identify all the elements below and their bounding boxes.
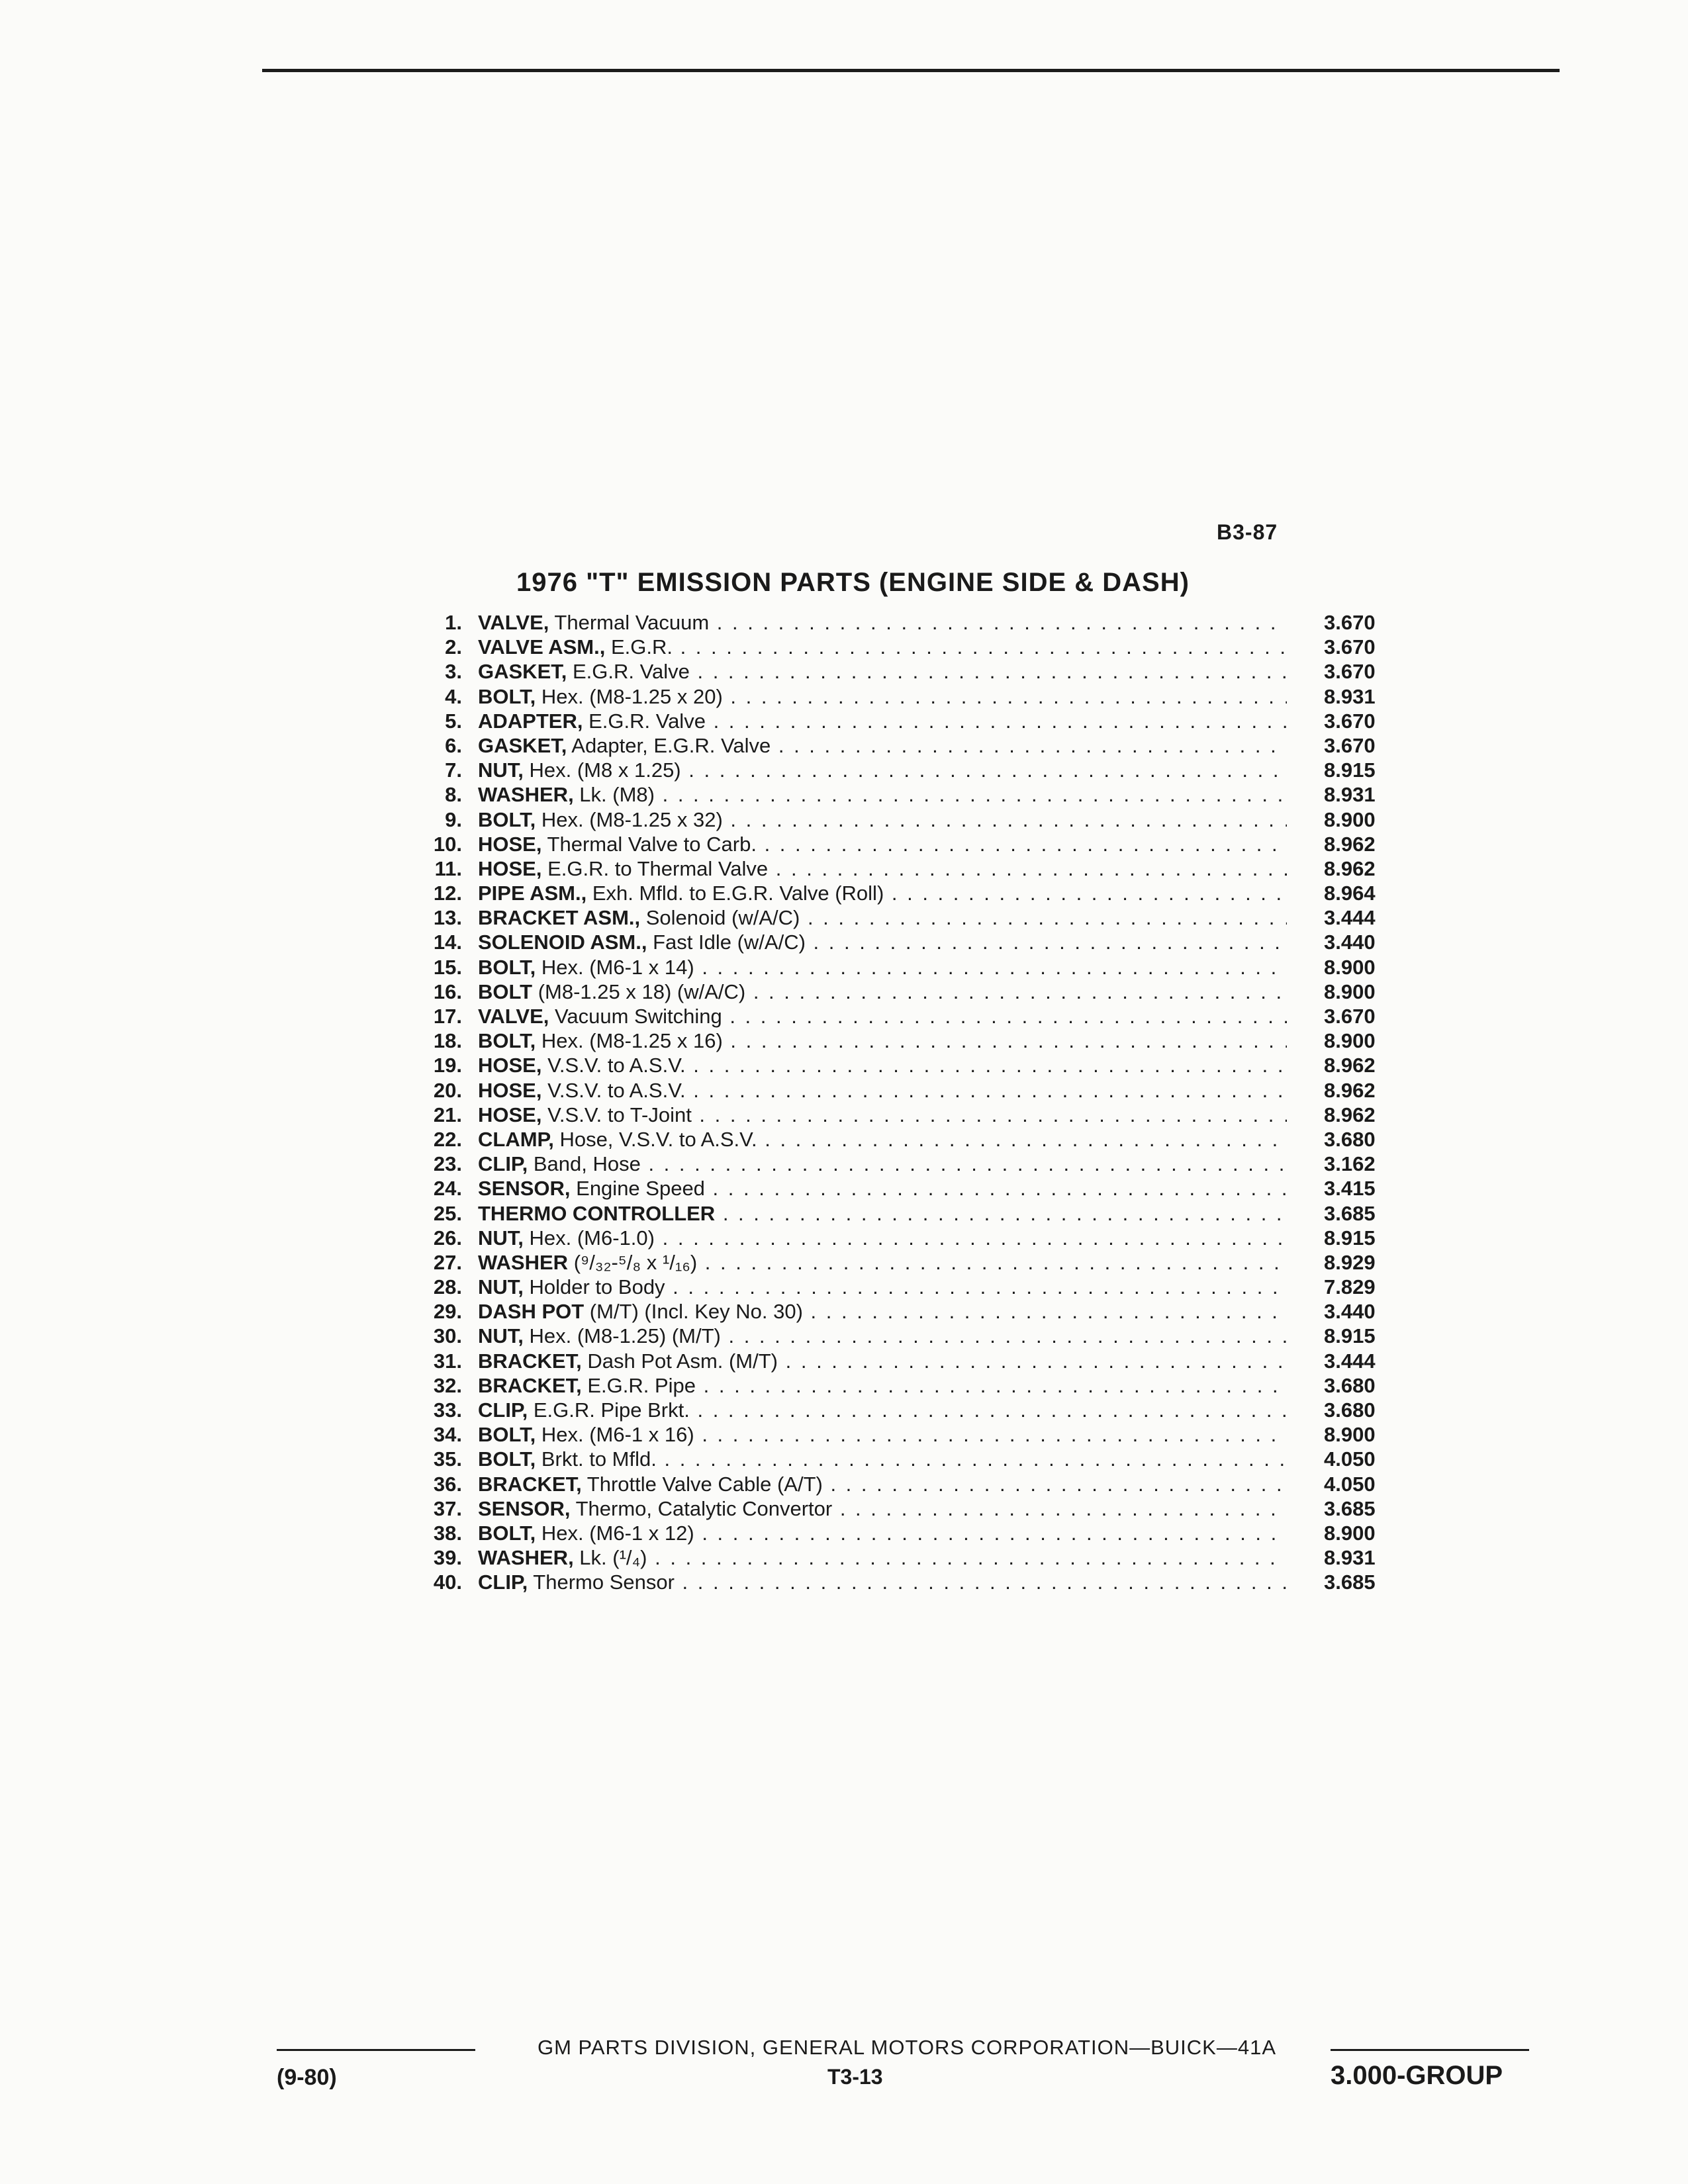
item-number: 2. <box>445 635 462 659</box>
list-item <box>410 635 1417 659</box>
item-number: 4. <box>445 684 462 708</box>
list-item <box>410 1152 1417 1176</box>
item-detail: Throttle Valve Cable (A/T) <box>581 1472 823 1496</box>
list-item <box>410 1176 1417 1201</box>
item-detail: V.S.V. to T-Joint <box>541 1103 692 1126</box>
page-title: 1976 "T" EMISSION PARTS (ENGINE SIDE & DASH) <box>516 568 1190 597</box>
item-group-number: 8.915 <box>1324 1324 1376 1348</box>
item-number: 13. <box>433 906 462 930</box>
item-number: 18. <box>433 1029 462 1053</box>
item-group-number: 3.685 <box>1324 1201 1376 1225</box>
item-group-number: 8.915 <box>1324 1226 1376 1250</box>
item-description <box>478 1422 1287 1447</box>
item-description <box>478 1570 1287 1594</box>
item-name: WASHER, <box>478 783 574 807</box>
item-group-number: 8.962 <box>1324 1078 1376 1102</box>
item-name: BOLT, <box>478 1423 536 1447</box>
list-item <box>410 930 1417 954</box>
item-number: 29. <box>433 1300 462 1324</box>
item-group-number: 8.964 <box>1324 882 1376 905</box>
item-description <box>478 709 1287 733</box>
item-description <box>478 856 1287 881</box>
item-number: 7. <box>445 758 462 782</box>
list-item <box>410 1078 1417 1103</box>
item-description <box>478 979 1287 1004</box>
item-group-number: 3.680 <box>1324 1398 1376 1422</box>
item-group-number: 3.670 <box>1324 733 1376 757</box>
item-number: 40. <box>433 1570 462 1594</box>
list-item <box>410 856 1417 881</box>
item-description <box>478 930 1287 954</box>
item-number: 23. <box>433 1152 462 1176</box>
list-item <box>410 1349 1417 1373</box>
list-item <box>410 1299 1417 1324</box>
item-number: 28. <box>433 1275 462 1299</box>
item-description <box>478 1299 1287 1324</box>
list-item <box>410 1447 1417 1471</box>
item-name: BOLT, <box>478 684 536 708</box>
item-group-number: 3.680 <box>1324 1127 1376 1151</box>
item-detail: Holder to Body <box>523 1275 665 1299</box>
item-description <box>478 684 1287 709</box>
list-item <box>410 610 1417 635</box>
list-item <box>410 1004 1417 1028</box>
item-detail: Hose, V.S.V. to A.S.V. <box>553 1127 757 1151</box>
item-name: VALVE, <box>478 611 549 634</box>
item-group-number: 8.900 <box>1324 1423 1376 1447</box>
item-name: BOLT, <box>478 1029 536 1053</box>
list-item <box>410 832 1417 856</box>
item-detail: Hex. (M6-1 x 16) <box>536 1423 694 1447</box>
item-name: HOSE, <box>478 856 542 880</box>
list-item <box>410 1250 1417 1275</box>
item-name: CLIP, <box>478 1152 528 1176</box>
item-detail: Hex. (M6-1 x 14) <box>536 955 694 979</box>
item-detail: E.G.R. to Thermal Valve <box>541 856 769 880</box>
item-number: 16. <box>433 979 462 1003</box>
item-number: 14. <box>433 931 462 954</box>
item-name: CLIP, <box>478 1398 528 1422</box>
item-group-number: 8.929 <box>1324 1250 1376 1274</box>
item-detail: Hex. (M8-1.25 x 20) <box>536 684 723 708</box>
list-item <box>410 1324 1417 1348</box>
item-name: NUT, <box>478 758 524 782</box>
item-detail: Fast Idle (w/A/C) <box>647 931 806 954</box>
item-group-number: 8.962 <box>1324 1054 1376 1077</box>
list-item <box>410 1570 1417 1594</box>
item-detail: V.S.V. to A.S.V. <box>541 1078 686 1102</box>
list-item <box>410 709 1417 733</box>
item-number: 34. <box>433 1423 462 1447</box>
item-description <box>478 1349 1287 1373</box>
item-number: 27. <box>433 1250 462 1274</box>
item-name: BOLT, <box>478 807 536 831</box>
list-item <box>410 1545 1417 1570</box>
item-name: NUT, <box>478 1275 524 1299</box>
item-number: 22. <box>433 1127 462 1151</box>
item-detail: Thermo Sensor <box>528 1570 675 1594</box>
item-detail: Lk. (¹/₄) <box>573 1546 647 1570</box>
item-number: 35. <box>433 1447 462 1471</box>
item-detail: Hex. (M6-1.0) <box>523 1226 655 1250</box>
item-name: BOLT <box>478 979 533 1003</box>
parts-list <box>410 610 1417 1595</box>
footer-publisher: GM PARTS DIVISION, GENERAL MOTORS CORPORATION—BUICK—41A <box>537 2036 1277 2059</box>
list-item <box>410 881 1417 905</box>
item-description <box>478 1545 1287 1570</box>
item-group-number: 8.900 <box>1324 1521 1376 1545</box>
list-item <box>410 1472 1417 1496</box>
item-group-number: 3.415 <box>1324 1177 1376 1201</box>
item-name: SENSOR, <box>478 1496 571 1520</box>
item-description <box>478 1053 1287 1077</box>
list-item <box>410 782 1417 807</box>
item-number: 17. <box>433 1005 462 1028</box>
list-item <box>410 733 1417 758</box>
item-number: 10. <box>433 832 462 856</box>
item-detail: (M/T) (Incl. Key No. 30) <box>584 1300 803 1324</box>
item-description <box>478 832 1287 856</box>
item-group-number: 7.829 <box>1324 1275 1376 1299</box>
item-name: PIPE ASM., <box>478 882 587 905</box>
list-item <box>410 1103 1417 1127</box>
item-number: 37. <box>433 1496 462 1520</box>
item-name: NUT, <box>478 1324 524 1348</box>
footer-rule-right <box>1331 2049 1529 2051</box>
item-name: BRACKET, <box>478 1472 582 1496</box>
item-group-number: 8.915 <box>1324 758 1376 782</box>
item-description <box>478 1398 1287 1422</box>
item-detail: (⁹/₃₂-⁵/₈ x ¹/₁₆) <box>568 1250 698 1274</box>
item-number: 19. <box>433 1054 462 1077</box>
item-group-number: 3.685 <box>1324 1496 1376 1520</box>
item-name: VALVE, <box>478 1005 549 1028</box>
item-group-number: 8.900 <box>1324 955 1376 979</box>
top-rule <box>262 69 1560 72</box>
item-name: HOSE, <box>478 1054 542 1077</box>
item-detail: E.G.R. <box>605 635 673 659</box>
page-reference: B3-87 <box>1217 520 1278 544</box>
item-description <box>478 659 1287 684</box>
item-detail: E.G.R. Valve <box>583 709 706 733</box>
item-detail: Adapter, E.G.R. Valve <box>567 733 771 757</box>
item-group-number: 3.670 <box>1324 635 1376 659</box>
item-detail: (M8-1.25 x 18) (w/A/C) <box>532 979 746 1003</box>
item-description <box>478 1250 1287 1275</box>
footer-date: (9-80) <box>277 2065 337 2090</box>
item-number: 21. <box>433 1103 462 1126</box>
item-detail: Hex. (M6-1 x 12) <box>536 1521 694 1545</box>
item-number: 15. <box>433 955 462 979</box>
item-name: GASKET, <box>478 660 567 684</box>
item-name: SENSOR, <box>478 1177 571 1201</box>
item-group-number: 4.050 <box>1324 1472 1376 1496</box>
item-detail: Thermal Vacuum <box>549 611 710 634</box>
footer-group: 3.000-GROUP <box>1331 2061 1503 2090</box>
item-group-number: 3.670 <box>1324 709 1376 733</box>
item-name: HOSE, <box>478 832 542 856</box>
item-detail: Thermal Valve to Carb. <box>541 832 757 856</box>
item-description <box>478 1447 1287 1471</box>
item-description <box>478 610 1287 635</box>
item-detail: Hex. (M8 x 1.25) <box>523 758 681 782</box>
item-detail: Solenoid (w/A/C) <box>640 906 800 930</box>
item-description <box>478 881 1287 905</box>
item-number: 31. <box>433 1349 462 1373</box>
item-description <box>478 955 1287 979</box>
item-number: 20. <box>433 1078 462 1102</box>
list-item <box>410 1201 1417 1226</box>
item-group-number: 3.685 <box>1324 1570 1376 1594</box>
item-number: 1. <box>445 611 462 634</box>
item-group-number: 8.900 <box>1324 1029 1376 1053</box>
item-detail: Engine Speed <box>570 1177 705 1201</box>
item-description <box>478 1226 1287 1250</box>
item-name: GASKET, <box>478 733 567 757</box>
item-number: 5. <box>445 709 462 733</box>
item-description <box>478 1373 1287 1398</box>
item-detail: Dash Pot Asm. (M/T) <box>581 1349 778 1373</box>
item-name: THERMO CONTROLLER <box>478 1201 716 1225</box>
item-description <box>478 1324 1287 1348</box>
item-number: 30. <box>433 1324 462 1348</box>
list-item <box>410 1028 1417 1053</box>
item-name: SOLENOID ASM., <box>478 931 647 954</box>
item-description <box>478 1472 1287 1496</box>
list-item <box>410 1398 1417 1422</box>
item-name: BOLT, <box>478 1521 536 1545</box>
item-number: 24. <box>433 1177 462 1201</box>
item-number: 25. <box>433 1201 462 1225</box>
item-detail: Hex. (M8-1.25 x 32) <box>536 807 723 831</box>
item-number: 36. <box>433 1472 462 1496</box>
item-description <box>478 733 1287 758</box>
list-item <box>410 684 1417 709</box>
item-name: NUT, <box>478 1226 524 1250</box>
item-number: 8. <box>445 783 462 807</box>
item-group-number: 3.670 <box>1324 1005 1376 1028</box>
item-group-number: 8.900 <box>1324 979 1376 1003</box>
item-group-number: 3.162 <box>1324 1152 1376 1176</box>
item-group-number: 3.444 <box>1324 1349 1376 1373</box>
item-description <box>478 1521 1287 1545</box>
item-number: 33. <box>433 1398 462 1422</box>
item-number: 32. <box>433 1373 462 1397</box>
item-detail: E.G.R. Valve <box>567 660 690 684</box>
item-detail: Hex. (M8-1.25 x 16) <box>536 1029 723 1053</box>
item-name: DASH POT <box>478 1300 585 1324</box>
list-item <box>410 1053 1417 1077</box>
list-item <box>410 1226 1417 1250</box>
item-group-number: 3.440 <box>1324 1300 1376 1324</box>
item-detail: Band, Hose <box>528 1152 641 1176</box>
item-name: WASHER <box>478 1250 569 1274</box>
item-name: HOSE, <box>478 1078 542 1102</box>
list-item <box>410 1422 1417 1447</box>
item-description <box>478 758 1287 782</box>
list-item <box>410 807 1417 832</box>
list-item <box>410 659 1417 684</box>
item-group-number: 8.931 <box>1324 783 1376 807</box>
list-item <box>410 1127 1417 1152</box>
item-name: BRACKET ASM., <box>478 906 641 930</box>
item-name: ADAPTER, <box>478 709 583 733</box>
item-detail: E.G.R. Pipe Brkt. <box>528 1398 690 1422</box>
item-detail: V.S.V. to A.S.V. <box>541 1054 686 1077</box>
item-detail: Vacuum Switching <box>549 1005 722 1028</box>
item-detail: Hex. (M8-1.25) (M/T) <box>523 1324 721 1348</box>
list-item <box>410 1275 1417 1299</box>
item-description <box>478 905 1287 930</box>
list-item <box>410 955 1417 979</box>
item-name: HOSE, <box>478 1103 542 1126</box>
list-item <box>410 905 1417 930</box>
list-item <box>410 1496 1417 1521</box>
item-group-number: 8.931 <box>1324 684 1376 708</box>
item-number: 9. <box>445 807 462 831</box>
item-detail: Lk. (M8) <box>573 783 655 807</box>
item-detail: Thermo, Catalytic Convertor <box>570 1496 833 1520</box>
item-number: 38. <box>433 1521 462 1545</box>
item-detail: Brkt. to Mfld. <box>536 1447 657 1471</box>
item-description <box>478 1103 1287 1127</box>
item-group-number: 3.680 <box>1324 1373 1376 1397</box>
item-group-number: 8.962 <box>1324 856 1376 880</box>
item-name: CLIP, <box>478 1570 528 1594</box>
item-group-number: 3.670 <box>1324 660 1376 684</box>
item-group-number: 8.900 <box>1324 807 1376 831</box>
item-name: BRACKET, <box>478 1349 582 1373</box>
item-description <box>478 1127 1287 1152</box>
item-group-number: 3.440 <box>1324 931 1376 954</box>
item-group-number: 4.050 <box>1324 1447 1376 1471</box>
item-name: VALVE ASM., <box>478 635 606 659</box>
item-group-number: 8.931 <box>1324 1546 1376 1570</box>
item-description <box>478 1028 1287 1053</box>
list-item <box>410 758 1417 782</box>
item-number: 12. <box>433 882 462 905</box>
item-group-number: 8.962 <box>1324 832 1376 856</box>
item-name: WASHER, <box>478 1546 574 1570</box>
item-detail: E.G.R. Pipe <box>581 1373 696 1397</box>
item-name: BOLT, <box>478 955 536 979</box>
item-description <box>478 635 1287 659</box>
item-description <box>478 1496 1287 1521</box>
item-number: 3. <box>445 660 462 684</box>
list-item <box>410 1373 1417 1398</box>
item-name: BOLT, <box>478 1447 536 1471</box>
item-number: 11. <box>434 856 462 880</box>
item-description <box>478 1176 1287 1201</box>
item-description <box>478 1201 1287 1226</box>
footer-rule-left <box>277 2049 475 2051</box>
footer-page-number: T3-13 <box>827 2065 883 2089</box>
item-description <box>478 1152 1287 1176</box>
item-description <box>478 1004 1287 1028</box>
item-description <box>478 1275 1287 1299</box>
item-detail: Exh. Mfld. to E.G.R. Valve (Roll) <box>586 882 884 905</box>
item-group-number: 3.444 <box>1324 906 1376 930</box>
item-description <box>478 807 1287 832</box>
list-item <box>410 1521 1417 1545</box>
item-group-number: 3.670 <box>1324 611 1376 634</box>
item-number: 26. <box>433 1226 462 1250</box>
item-number: 6. <box>445 733 462 757</box>
item-name: BRACKET, <box>478 1373 582 1397</box>
item-description <box>478 1078 1287 1103</box>
item-name: CLAMP, <box>478 1127 554 1151</box>
item-number: 39. <box>433 1546 462 1570</box>
item-group-number: 8.962 <box>1324 1103 1376 1126</box>
list-item <box>410 979 1417 1004</box>
item-description <box>478 782 1287 807</box>
